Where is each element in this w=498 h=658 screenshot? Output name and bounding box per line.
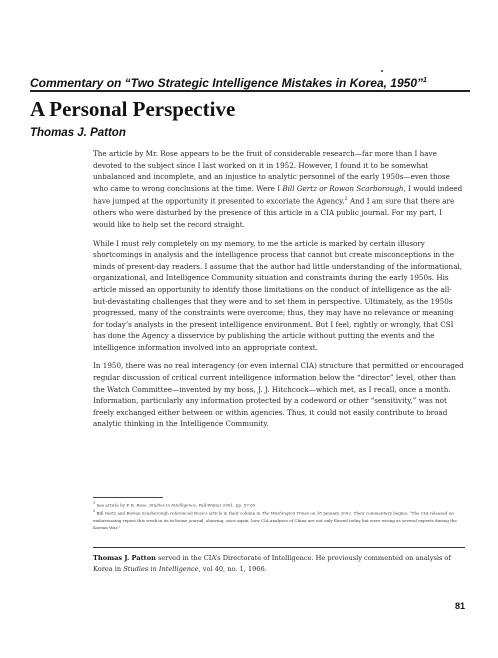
bio-rule [93,547,465,548]
paragraph-1-text-b: , I would indeed have jumped at the opportunity it presented to excoriate the Agency. [93,183,463,206]
footnote-2-text-b: on 18 January 2002. Their commentary begins: “The CIA released an embarrassing report this week in its in-house journal, showing, once again, how CIA analyses of China are not only flawed today but were wrong as several experts during the Korean War.” [93,510,457,530]
footnote-2-newspaper: The Washington Times [261,510,309,516]
bio-text-a: served in the CIA’s Directorate of Intelligence. He previously commented on analysis of Korea in [93,554,451,573]
footnote-1 [93,500,465,508]
article-title: A Personal Perspective [30,97,236,121]
paragraph-1-text-a: The article by Mr. Rose appears to be the fruit of considerable research—far more than I have devoted to the subject since I last worked on it in 1952. However, I found it to be somewhat unbalanced and incomplete, and an injustice to analytic personnel of the early 1950s—even those who came to wrong conclusions at the time. Were I [93,149,450,193]
footnote-1-journal: Studies in Intelligence [149,502,196,508]
footnote-2-number: 2 [93,509,96,514]
author-name: Thomas J. Patton [30,127,126,139]
paragraph-3: In 1950, there was no real interagency (or even internal CIA) structure that permitted or encouraged regular discussion of critical current intelligence information below the “director” level, other than the Watch Committee—invented by my boss, J. J. Hitchcock—which met, as I recall, once a month. Information, particularly any information protected by a codeword or other “sensitivity,” was not freely exchanged either between or within agencies. Thus, it could not easily contribute to broad analytic thinking in the Intelligence Community. [93,361,464,429]
footnote-rule [93,497,163,498]
footnote-ref-2: 2 [344,196,348,203]
bio-text-b: , vol 40, no. 1, 1966. [198,564,267,573]
stray-mark [381,70,383,72]
footnote-2-text-a: Bill Gertz and Rowan Scarborough referenced Rose’s article in their column in [95,510,262,516]
paragraph-1-text-c: And I am sure that there are others who were disturbed by the presence of this article in a CIA public journal. For my part, I would like to help set the record straight. [93,196,455,229]
commentary-footnote-ref: 1 [423,77,427,84]
footnote-1-number: 1 [93,501,96,505]
bio-author-name: Thomas J. Patton [93,554,156,562]
paragraph-2: While I must rely completely on my memory, to me the article is marked by certain illusory shortcomings in analysis and the intelligence process that cannot but create misconceptions in the minds of present-day readers. I assume that the author had little understanding of the informational, organizational, and Intelligence Community situation and constraints during the early 1950s. His article missed an opportunity to identify those limitations on the conduct of intelligence as the all-but-devastating challenges that they were and to set them in perspective. Ultimately, as the 1950s progressed, many of the constraints were overcome; thus, they may have no relevance or meaning for today’s analysts in the present intelligence environment. But I feel, rightly or wrongly, that CSI has done the Agency a disservice by publishing the article without putting the events and the intelligence information involved into an appropriate context. [93,238,463,352]
footnote-1-text-b: , Fall-Winter 2001, pp. 57-65. [195,502,257,508]
footnotes [93,500,465,531]
article-body [93,148,465,437]
author-bio [93,553,465,574]
bio-journal: Studies in Intelligence [123,564,199,573]
paragraph-1 [93,148,465,231]
commentary-heading: Commentary on “Two Strategic Intelligence Mistakes in Korea, 1950”$^1$ [30,76,427,90]
heading-rule [30,90,470,92]
footnote-2 [93,508,465,530]
page-number: 81 [454,601,465,611]
paragraph-1-italic-names: Bill Gertz or Rowan Scarborough [282,183,404,193]
footnote-1-text-a: See article by P. K. Rose, [95,502,150,508]
